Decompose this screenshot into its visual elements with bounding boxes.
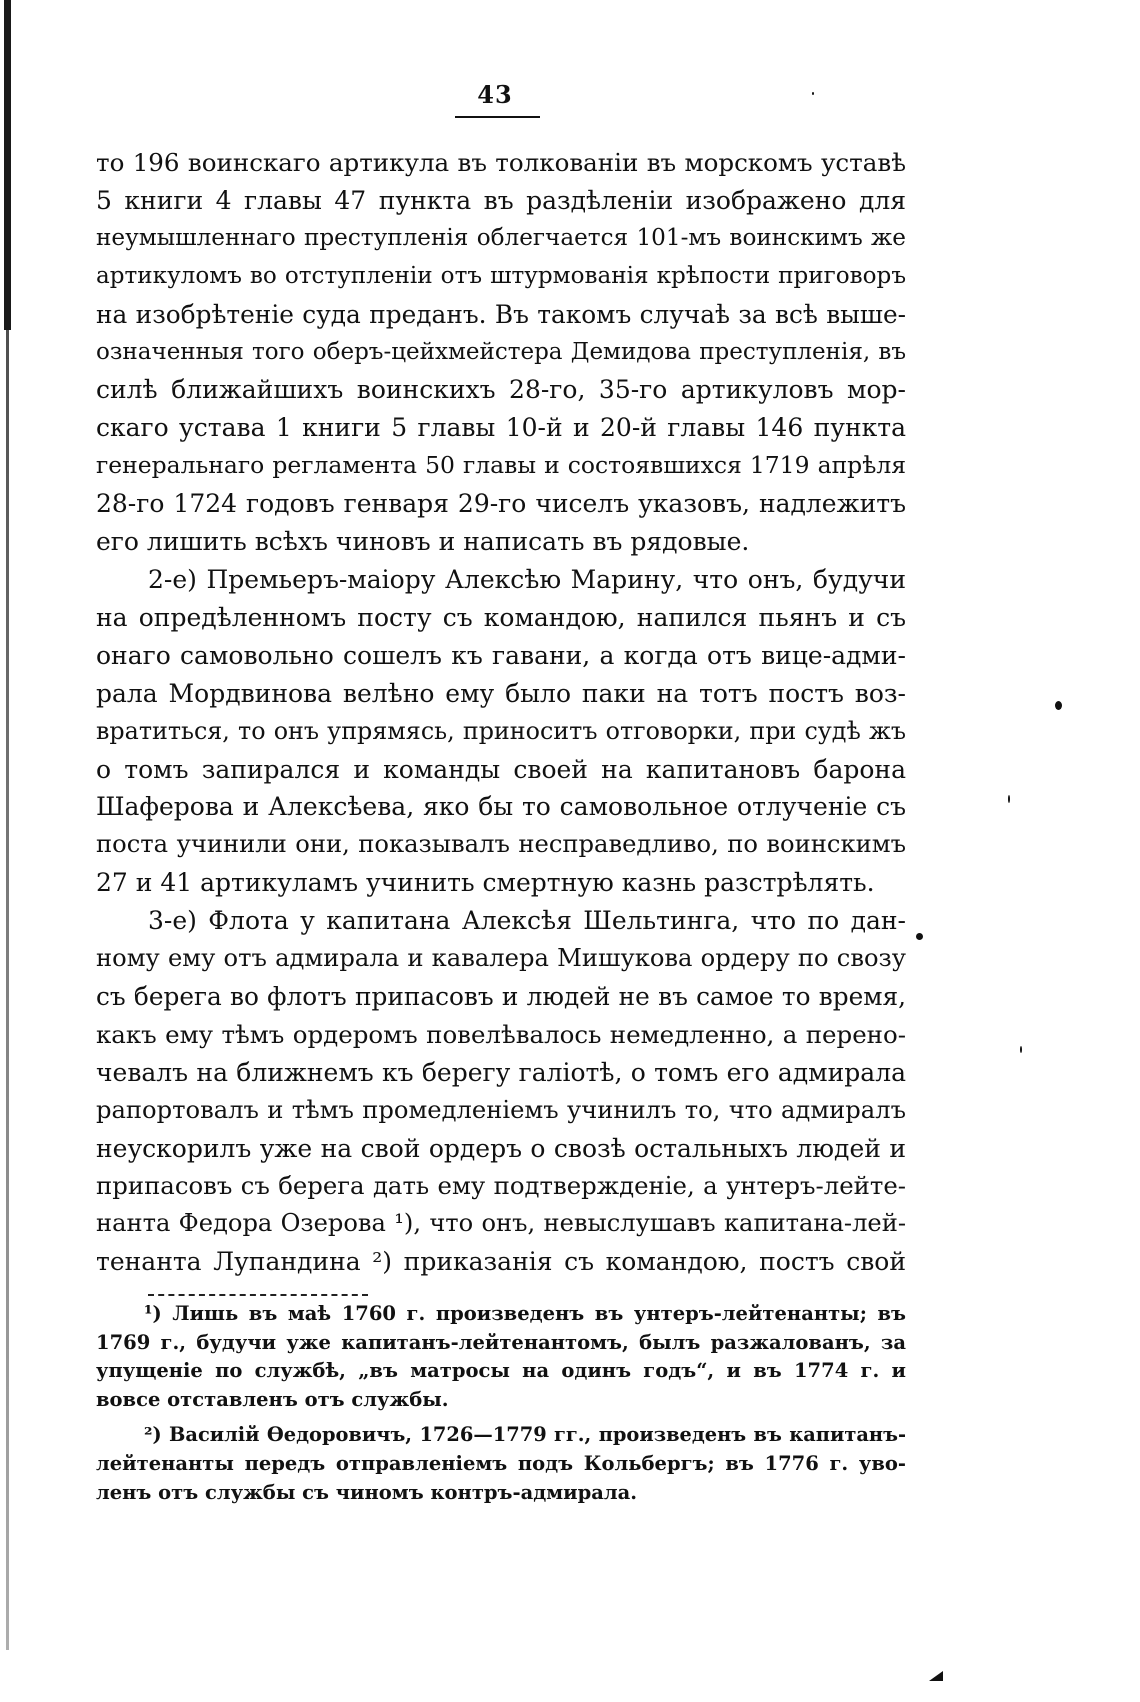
text-line: о томъ запирался и команды своей на капитановъ барона <box>96 754 906 784</box>
footnotes <box>96 1300 906 1514</box>
text-line: нанта Федора Озерова ¹), что онъ, невыслушавъ капитана-лей- <box>96 1209 906 1238</box>
footnote-line: лейтенанты передъ отправленіемъ подъ Кольбергъ; въ 1776 г. уво- <box>96 1451 906 1475</box>
text-line: какъ ему тѣмъ ордеромъ повелѣвалось немедленно, а перено- <box>96 1019 906 1049</box>
footnote-line: упущеніе по службѣ, „въ матросы на одинъ годъ“, и въ 1774 г. и <box>96 1359 906 1383</box>
ink-speck <box>1020 1046 1022 1053</box>
page-number: 43 <box>477 80 513 109</box>
body-text <box>96 144 906 1281</box>
text-line: припасовъ съ берега дать ему подтвержденіе, а унтеръ-лейте- <box>96 1171 906 1201</box>
text-line: на опредѣленномъ посту съ командою, напился пьянъ и съ <box>96 602 906 632</box>
scan-edge-line <box>6 330 9 1650</box>
footnote-1 <box>96 1300 906 1414</box>
ink-speck <box>1055 701 1062 710</box>
scan-corner-mark <box>929 1671 943 1681</box>
text-line: 3-е) Флота у капитана Алексѣя Шельтинга, что по дан- <box>148 906 906 936</box>
footnote-line: ²) Василій Ѳедоровичъ, 1726—1779 гг., произведенъ въ капитанъ- <box>144 1423 906 1447</box>
text-line: съ берега во флотъ припасовъ и людей не въ самое то время, <box>96 981 906 1011</box>
text-line: генеральнаго регламента 50 главы и состоявшихся 1719 апрѣля <box>96 451 906 480</box>
text-line: ному ему отъ адмирала и кавалера Мишукова ордеру по свозу <box>96 944 906 973</box>
text-line: чевалъ на ближнемъ къ берегу галіотѣ, о томъ его адмирала <box>96 1057 906 1087</box>
scan-edge-shadow <box>4 0 11 330</box>
ink-speck <box>916 933 923 940</box>
page-number-rule <box>455 116 540 118</box>
text-line: рала Мордвинова велѣно ему было паки на тотъ постъ воз- <box>96 678 906 708</box>
text-line: Шаферова и Алексѣева, яко бы то самовольное отлученіе съ <box>96 792 906 822</box>
text-line: означенныя того оберъ-цейхмейстера Демидова преступленія, въ <box>96 338 906 365</box>
text-line: вратиться, то онъ упрямясь, приноситъ отговорки, при судѣ жъ <box>96 716 906 745</box>
text-line: 28-го 1724 годовъ генваря 29-го чиселъ указовъ, надлежитъ <box>96 489 906 519</box>
text-line: то 196 воинскаго артикула въ толкованіи въ морскомъ уставѣ <box>96 148 906 177</box>
footnote-line: вовсе отставленъ отъ службы. <box>96 1387 449 1411</box>
text-line: неускорилъ уже на свой ордеръ о свозѣ остальныхъ людей и <box>96 1133 906 1163</box>
text-line: поста учинили они, показывалъ несправедливо, по воинскимъ <box>96 830 906 859</box>
paragraph <box>96 144 906 561</box>
text-line: неумышленнаго преступленія облегчается 101-мъ воинскимъ же <box>96 224 906 251</box>
text-line: на изобрѣтеніе суда преданъ. Въ такомъ случаѣ за всѣ выше- <box>96 299 906 329</box>
text-line: 2-е) Премьеръ-маіору Алексѣю Марину, что онъ, будучи <box>148 564 906 594</box>
footnote-line: 1769 г., будучи уже капитанъ-лейтенантомъ, былъ разжалованъ, за <box>96 1330 906 1354</box>
ink-speck <box>1008 795 1010 803</box>
text-line: артикуломъ во отступленіи отъ штурмованія крѣпости приговоръ <box>96 262 906 289</box>
text-line: тенанта Лупандина ²) приказанія съ командою, постъ свой <box>96 1247 906 1277</box>
footnote-line: ленъ отъ службы съ чиномъ контръ-адмирала. <box>96 1480 638 1504</box>
footnote-2 <box>96 1421 906 1507</box>
text-line: 5 книги 4 главы 47 пункта въ раздѣленіи изображено для <box>96 185 906 215</box>
footnote-line: ¹) Лишь въ маѣ 1760 г. произведенъ въ унтеръ-лейтенанты; въ <box>144 1302 906 1325</box>
text-line: силѣ ближайшихъ воинскихъ 28-го, 35-го артикуловъ мор- <box>96 375 906 405</box>
text-line: его лишить всѣхъ чиновъ и написать въ рядовые. <box>96 527 750 557</box>
paragraph <box>96 902 906 1281</box>
footnote-separator <box>148 1294 368 1296</box>
text-line: скаго устава 1 книги 5 главы 10-й и 20-й главы 146 пункта <box>96 413 906 443</box>
ink-speck <box>812 92 814 95</box>
text-line: онаго самовольно сошелъ къ гавани, а когда отъ вице-адми- <box>96 640 906 670</box>
paragraph <box>96 561 906 902</box>
text-line: 27 и 41 артикуламъ учинить смертную казнь разстрѣлять. <box>96 868 875 898</box>
text-line: рапортовалъ и тѣмъ промедленіемъ учинилъ то, что адмиралъ <box>96 1095 906 1124</box>
